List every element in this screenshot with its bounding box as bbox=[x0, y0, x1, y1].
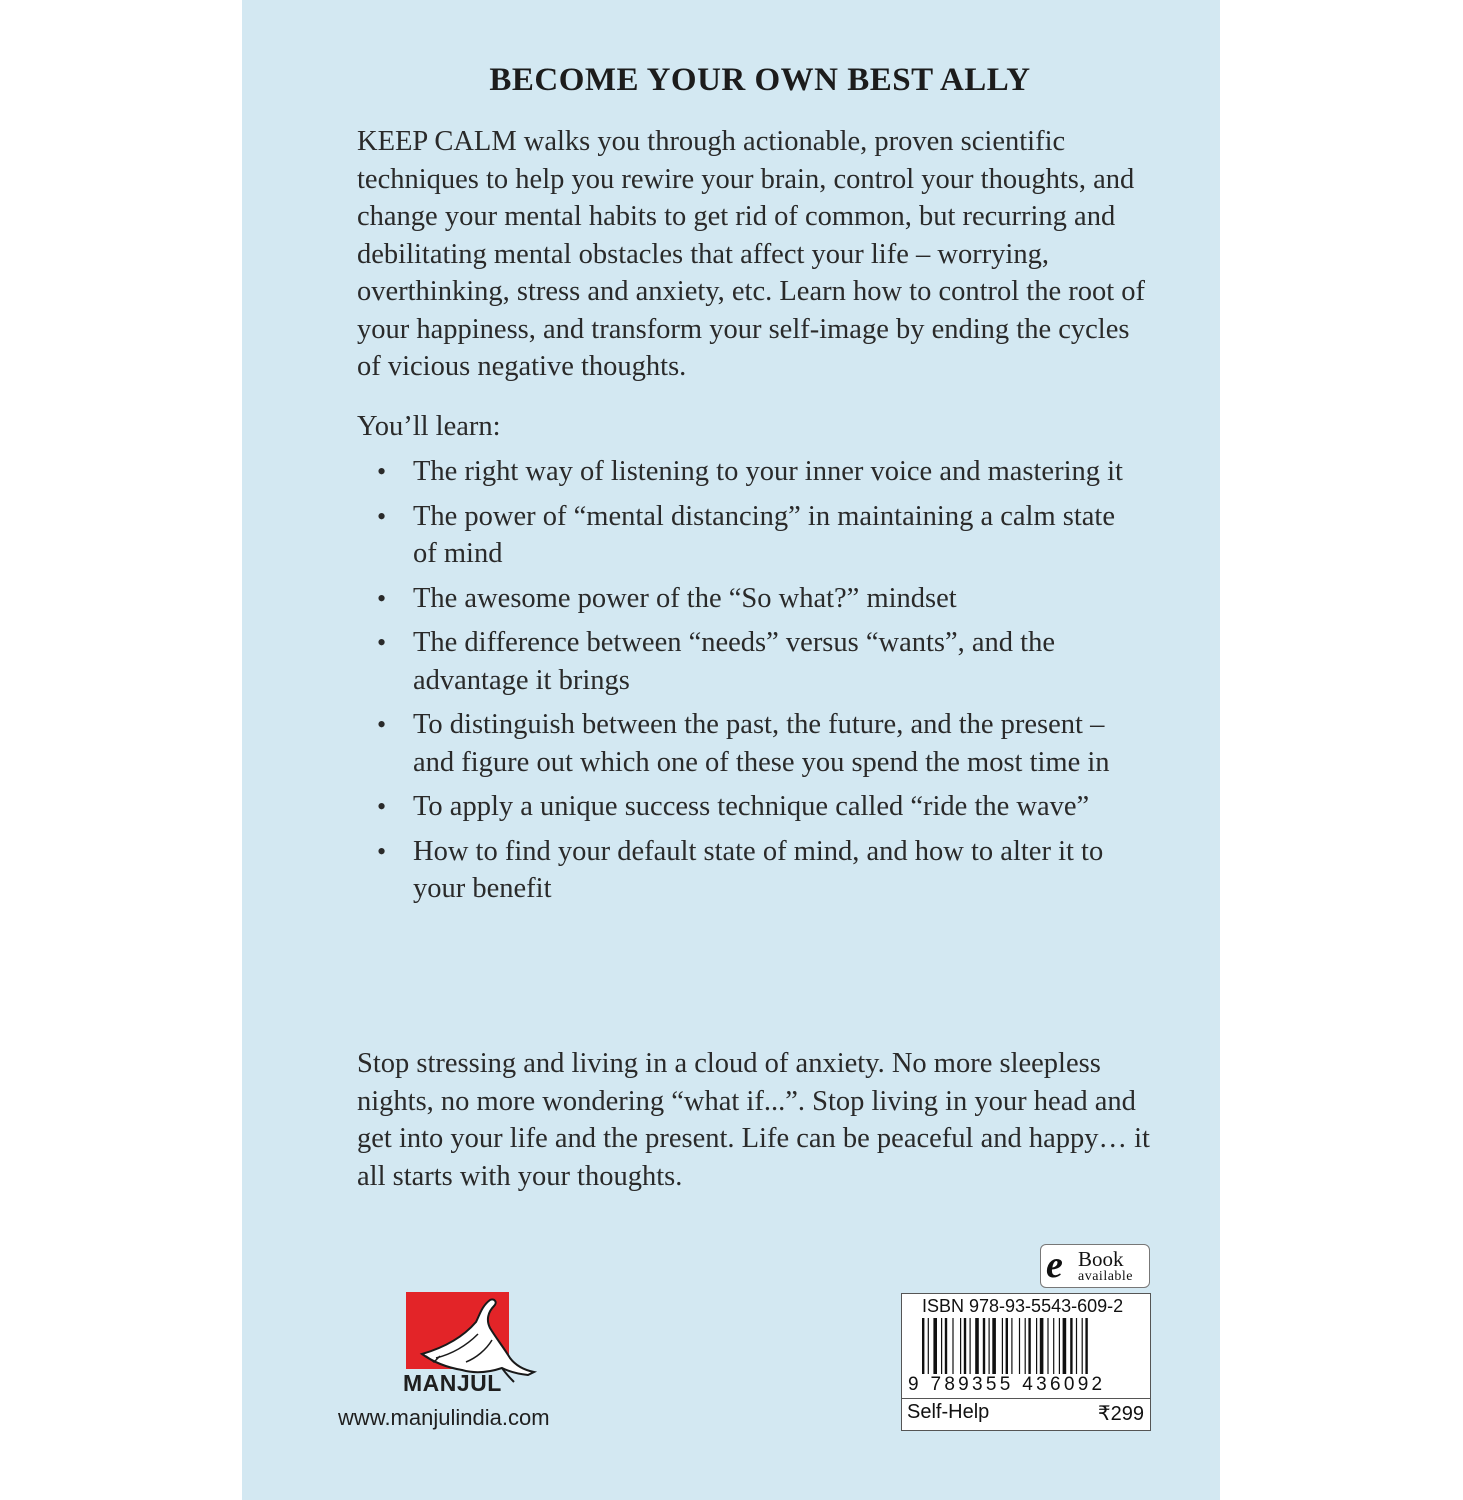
headline: BECOME YOUR OWN BEST ALLY bbox=[489, 62, 1031, 98]
barcode-bar bbox=[989, 1318, 990, 1376]
barcode-bar bbox=[1063, 1318, 1067, 1376]
barcode-bar bbox=[922, 1318, 924, 1376]
barcode-bar bbox=[945, 1318, 947, 1376]
ebook-e-icon: e bbox=[1046, 1244, 1063, 1286]
barcode-bar bbox=[1082, 1318, 1083, 1376]
barcode-bar bbox=[960, 1318, 961, 1376]
barcode-bar bbox=[1047, 1318, 1048, 1376]
barcode-bar bbox=[1070, 1318, 1072, 1376]
list-item: • To distinguish between the past, the future, and the present – and figure out which one of these you spend the most time in bbox=[357, 706, 1137, 781]
bullet-icon: • bbox=[377, 501, 387, 531]
barcode-bar bbox=[1025, 1318, 1026, 1376]
barcode-bar bbox=[975, 1318, 979, 1376]
barcode-bar bbox=[928, 1318, 929, 1376]
barcode-bar bbox=[1036, 1318, 1037, 1376]
closing-paragraph: Stop stressing and living in a cloud of anxiety. No more sleepless nights, no more wondering “what if...”. Stop living in your head and get into your life and the present. Life can be peaceful and happy… it all starts with your thoughts. bbox=[357, 1048, 1150, 1192]
bullet-icon: • bbox=[377, 583, 387, 613]
barcode-icon bbox=[922, 1318, 1134, 1376]
bullet-icon: • bbox=[377, 836, 387, 866]
learning-list bbox=[357, 453, 1137, 915]
barcode-bar bbox=[983, 1318, 985, 1376]
barcode-bar bbox=[933, 1318, 937, 1376]
barcode-bar bbox=[1006, 1318, 1008, 1376]
barcode-bar bbox=[1040, 1318, 1044, 1376]
barcode-bar bbox=[1076, 1318, 1077, 1376]
intro-paragraph: KEEP CALM walks you through actionable, proven scientific techniques to help you rewire your brain, control your thoughts, and change your mental habits to get rid of common, but recurring and debilitating mental obstacles that affect your life – worrying, overthinking, stress and anxiety, etc. Learn how to control the root of your happiness, and transform your self-image by ending the cycles of vicious negative thoughts. bbox=[357, 126, 1146, 382]
barcode-bar bbox=[1053, 1318, 1054, 1376]
genre-label: Self-Help bbox=[907, 1401, 990, 1423]
barcode-block bbox=[901, 1293, 1151, 1431]
barcode-bar bbox=[1019, 1318, 1020, 1376]
publisher-website[interactable]: www.manjulindia.com bbox=[338, 1405, 550, 1430]
list-item: • To apply a unique success technique called “ride the wave” bbox=[357, 788, 1137, 826]
list-item: • How to find your default state of mind, and how to alter it to your benefit bbox=[357, 833, 1137, 908]
isbn-text: ISBN 978-93-5543-609-2 bbox=[922, 1296, 1124, 1316]
barcode-bar bbox=[964, 1318, 966, 1376]
barcode-divider bbox=[902, 1398, 1150, 1399]
barcode-bar bbox=[1059, 1318, 1060, 1376]
list-item: • The right way of listening to your inner voice and mastering it bbox=[357, 453, 1137, 491]
barcode-bar bbox=[1011, 1318, 1012, 1376]
ebook-label: Book bbox=[1078, 1247, 1124, 1271]
barcode-bar bbox=[1002, 1318, 1003, 1376]
barcode-bar bbox=[1085, 1318, 1087, 1376]
bullet-icon: • bbox=[377, 628, 387, 657]
bullet-icon: • bbox=[377, 710, 387, 739]
list-item: • The difference between “needs” versus “wants”, and the advantage it brings bbox=[357, 624, 1137, 699]
barcode-bar bbox=[952, 1318, 953, 1376]
barcode-digits: 9 789355 436092 bbox=[908, 1374, 1106, 1395]
barcode-bar bbox=[1028, 1318, 1030, 1376]
ebook-badge bbox=[1040, 1244, 1150, 1288]
bullet-icon: • bbox=[377, 792, 387, 821]
barcode-bar bbox=[941, 1318, 942, 1376]
list-item: • The power of “mental distancing” in maintaining a calm state of mind bbox=[357, 498, 1137, 573]
barcode-bar bbox=[992, 1318, 996, 1376]
barcode-bar bbox=[970, 1318, 971, 1376]
price-label: ₹299 bbox=[1097, 1403, 1144, 1425]
ebook-available: available bbox=[1078, 1269, 1134, 1284]
bullet-icon: • bbox=[377, 457, 387, 486]
learn-heading: You’ll learn: bbox=[357, 411, 501, 442]
list-item: • The awesome power of the “So what?” mindset bbox=[357, 580, 1137, 618]
publisher-name: MANJUL bbox=[403, 1370, 502, 1396]
